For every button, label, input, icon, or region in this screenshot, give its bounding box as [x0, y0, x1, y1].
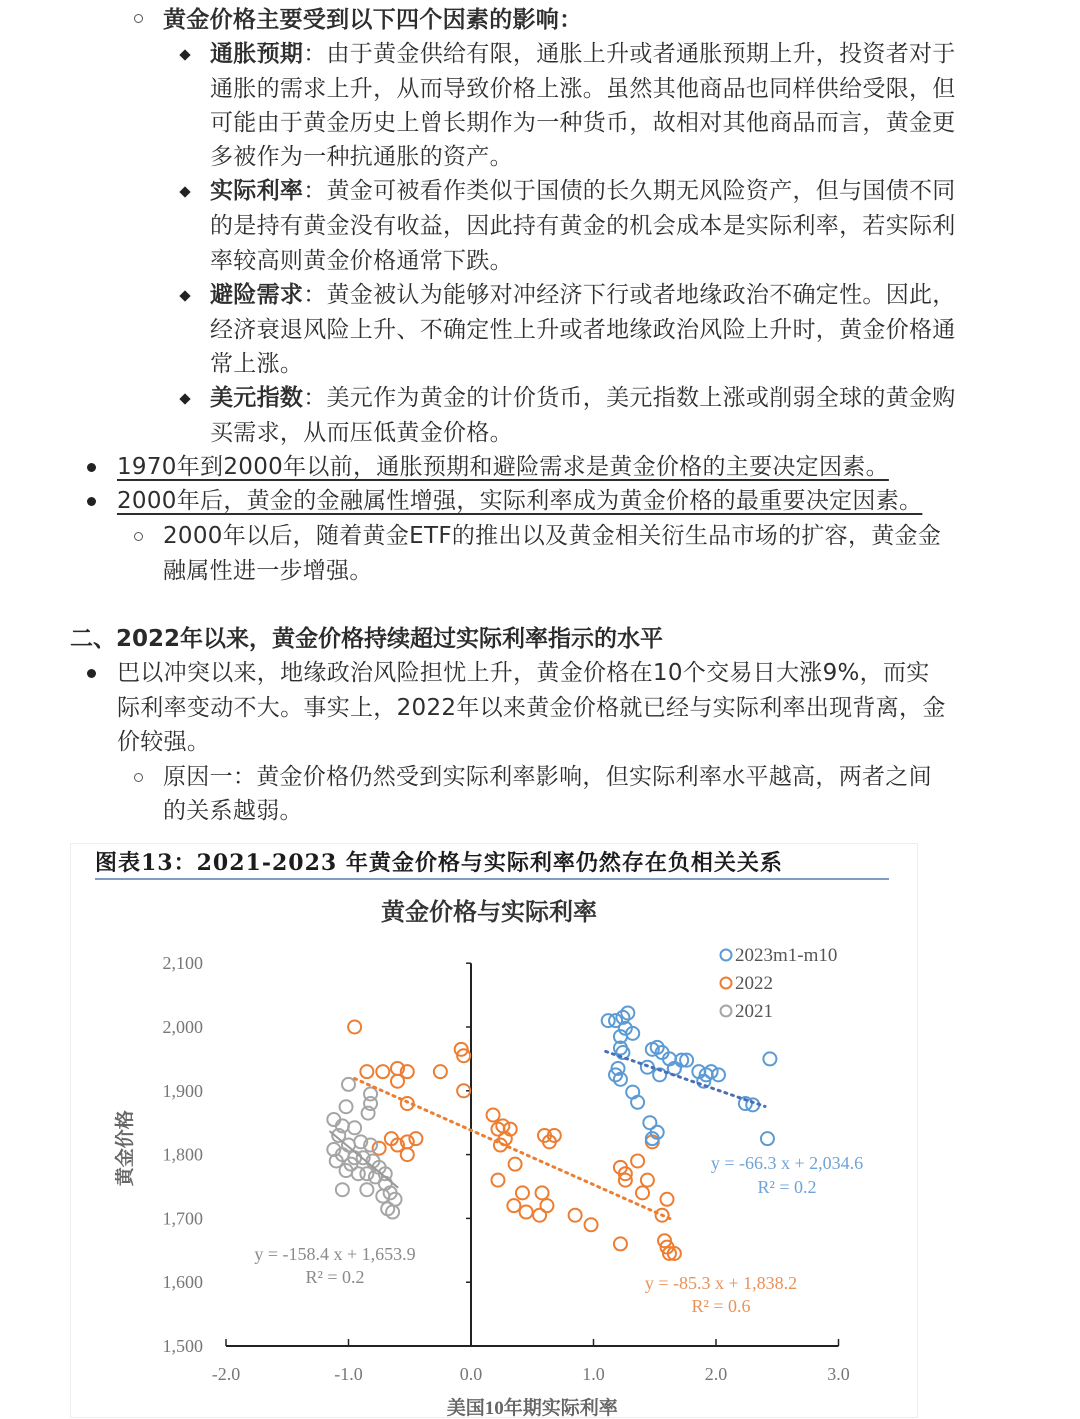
y-tick-label: 2,100 — [162, 953, 203, 974]
data-point — [641, 1174, 654, 1187]
chart-title: 黄金价格与实际利率 — [381, 900, 597, 926]
data-point — [509, 1158, 522, 1171]
diamond-bullet-icon — [179, 393, 190, 404]
x-axis-label: 美国10年期实际利率 — [446, 1398, 618, 1419]
sub-bullet-text: 2000年以后，随着黄金ETF的推出以及黄金相关衍生品市场的扩容，黄金金 — [163, 523, 942, 549]
data-point — [336, 1183, 349, 1196]
legend-marker-icon — [721, 978, 732, 989]
trendline-r2: R² = 0.2 — [305, 1267, 365, 1287]
factor-text-line: 通胀的需求上升，从而导致价格上涨。虽然其他商品也同样供给受限，但 — [210, 76, 956, 102]
trendline-r2: R² = 0.2 — [757, 1177, 817, 1197]
hollow-bullet-icon — [134, 14, 143, 23]
x-tick-label: -2.0 — [211, 1364, 241, 1384]
legend-marker-icon — [721, 950, 732, 961]
legend-label: 2021 — [735, 1001, 773, 1022]
factor-usd-index: 美元指数：美元作为黄金的计价货币，美元指数上涨或削弱全球的黄金购 — [210, 385, 956, 411]
x-tick-label: -1.0 — [334, 1364, 363, 1384]
trendline-equation: y = -85.3 x + 1,838.2 — [644, 1273, 798, 1293]
data-point — [585, 1218, 598, 1231]
figure-caption: 图表13：2021-2023 年黄金价格与实际利率仍然存在负相关关系 — [95, 850, 783, 876]
factor-term: 避险需求 — [210, 282, 304, 308]
data-point — [533, 1209, 546, 1222]
diamond-bullet-icon — [179, 49, 190, 60]
bullet-1970-2000: 1970年到2000年以前，通胀预期和避险需求是黄金价格的主要决定因素。 — [117, 454, 889, 480]
factors-heading: 黄金价格主要受到以下四个因素的影响： — [163, 7, 583, 33]
x-tick-label: 1.0 — [582, 1364, 605, 1384]
data-point — [373, 1142, 386, 1155]
factor-text-line: 多被作为一种抗通胀的资产。 — [210, 144, 513, 170]
x-tick-label: 2.0 — [704, 1364, 728, 1384]
legend-marker-icon — [721, 1006, 732, 1017]
bullet-dot-icon — [87, 669, 96, 678]
bullet-dot-icon — [87, 497, 96, 506]
factor-text-line: 可能由于黄金历史上曾长期作为一种货币，故相对其他商品而言，黄金更 — [210, 110, 956, 136]
data-point — [763, 1052, 776, 1065]
factor-text-line: 的是持有黄金没有收益，因此持有黄金的机会成本是实际利率，若实际利 — [210, 213, 956, 239]
data-point — [614, 1237, 627, 1250]
data-point — [516, 1186, 529, 1199]
data-point — [376, 1065, 389, 1078]
trendline-r2: R² = 0.6 — [691, 1296, 751, 1316]
y-tick-label: 1,600 — [162, 1272, 203, 1293]
data-point — [487, 1109, 500, 1122]
data-point — [391, 1075, 404, 1088]
bullet-after-2000: 2000年后，黄金的金融属性增强，实际利率成为黄金价格的最重要决定因素。 — [117, 488, 923, 514]
factor-text-line: 率较高则黄金价格通常下跌。 — [210, 248, 513, 274]
legend-label: 2023m1-m10 — [735, 945, 838, 966]
data-point — [401, 1148, 414, 1161]
y-tick-label: 1,800 — [162, 1144, 203, 1165]
data-point — [507, 1199, 520, 1212]
factor-text-line: 常上涨。 — [210, 351, 304, 377]
diamond-bullet-icon — [179, 290, 190, 301]
factor-term: 实际利率 — [210, 178, 304, 204]
y-tick-label: 1,900 — [162, 1080, 203, 1101]
sub-bullet-text: 的关系越弱。 — [163, 798, 303, 824]
data-point — [360, 1167, 373, 1180]
sub-bullet-text: 原因一：黄金价格仍然受到实际利率影响，但实际利率水平越高，两者之间 — [163, 764, 932, 790]
y-tick-label: 1,500 — [162, 1336, 203, 1356]
data-point — [340, 1100, 353, 1113]
section-2-text: 巴以冲突以来，地缘政治风险担忧上升，黄金价格在10个交易日大涨9%，而实 — [117, 660, 930, 686]
data-point — [434, 1065, 447, 1078]
factor-term: 美元指数 — [210, 385, 304, 411]
data-point — [348, 1121, 361, 1134]
factor-term: 通胀预期 — [210, 41, 304, 67]
trendline-equation: y = -66.3 x + 2,034.6 — [710, 1153, 864, 1173]
section-2-text: 价较强。 — [117, 729, 211, 755]
trendline-equation: y = -158.4 x + 1,653.9 — [254, 1244, 416, 1264]
diamond-bullet-icon — [179, 186, 190, 197]
data-point — [491, 1174, 504, 1187]
data-point — [348, 1021, 361, 1034]
legend-label: 2022 — [735, 973, 773, 994]
scatter-chart — [71, 844, 919, 1419]
hollow-bullet-icon — [134, 532, 143, 541]
x-tick-label: 0.0 — [459, 1364, 483, 1384]
data-point — [569, 1209, 582, 1222]
y-tick-label: 1,700 — [162, 1208, 203, 1229]
hollow-bullet-icon — [134, 773, 143, 782]
factor-text-line: 买需求，从而压低黄金价格。 — [210, 420, 513, 446]
data-point — [342, 1078, 355, 1091]
data-point — [631, 1154, 644, 1167]
data-point — [409, 1132, 422, 1145]
y-axis-label: 黄金价格 — [115, 1110, 136, 1187]
factor-real-rate: 实际利率：黄金可被看作类似于国债的长久期无风险资产，但与国债不同 — [210, 178, 956, 204]
data-point — [536, 1186, 549, 1199]
data-point — [761, 1132, 774, 1145]
section-2-text: 际利率变动不大。事实上，2022年以来黄金价格就已经与实际利率出现背离，金 — [117, 695, 946, 721]
data-point — [636, 1186, 649, 1199]
data-point — [360, 1183, 373, 1196]
x-tick-label: 3.0 — [827, 1364, 850, 1384]
data-point — [520, 1206, 533, 1219]
y-tick-label: 2,000 — [162, 1017, 203, 1037]
section-2-title: 二、2022年以来，黄金价格持续超过实际利率指示的水平 — [70, 626, 664, 652]
factor-safe-haven: 避险需求：黄金被认为能够对冲经济下行或者地缘政治不确定性。因此， — [210, 282, 956, 308]
factor-inflation: 通胀预期：由于黄金供给有限，通胀上升或者通胀预期上升，投资者对于 — [210, 41, 956, 67]
data-point — [661, 1193, 674, 1206]
bullet-dot-icon — [87, 463, 96, 472]
data-point — [327, 1113, 340, 1126]
sub-bullet-text: 融属性进一步增强。 — [163, 558, 373, 584]
figure-13 — [70, 843, 918, 1418]
factor-text-line: 经济衰退风险上升、不确定性上升或者地缘政治风险上升时，黄金价格通 — [210, 317, 956, 343]
data-point — [360, 1065, 373, 1078]
